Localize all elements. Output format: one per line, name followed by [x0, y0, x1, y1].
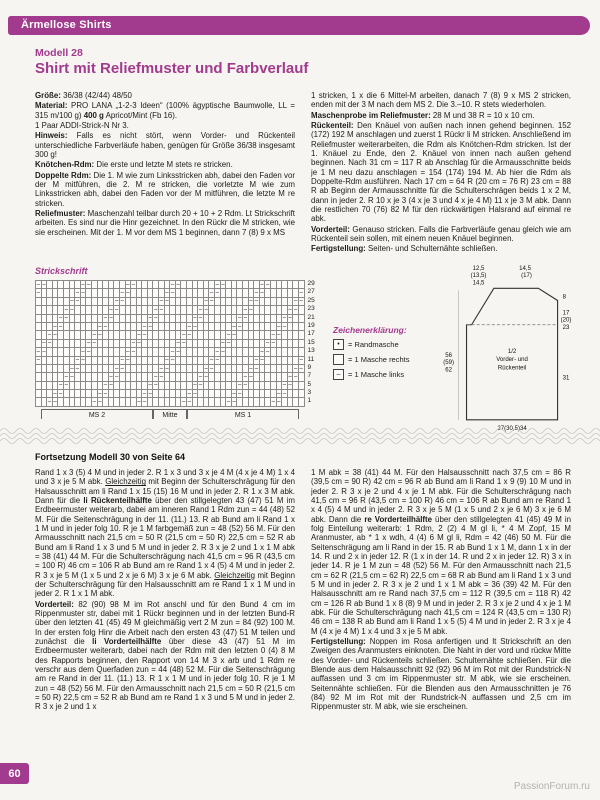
dim-armhole: 17: [562, 310, 570, 317]
paragraph: 1 stricken, 1 x die 6 Mittel-M arbeiten, danach 7 (8) 9 x MS 2 stricken, enden mit der 3 M nach dem MS 2. Die 3.–10. R stets wiederholen.: [311, 91, 571, 110]
schematic-drawing: [426, 260, 588, 432]
paragraph: Größe: 36/38 (42/44) 48/50: [35, 91, 132, 100]
bottom-text-columns: [35, 468, 572, 760]
chart-ms-label: Mitte: [153, 409, 187, 419]
continuation-header: Fortsetzung Modell 30 von Seite 64: [35, 452, 186, 462]
legend-title: Zeichenerklärung:: [333, 325, 407, 335]
svg-text:14,5: 14,5: [472, 280, 485, 287]
legend-item: – = 1 Masche links: [333, 369, 410, 380]
wave-separator: [0, 427, 600, 449]
dim-top-left: 12,5: [472, 266, 485, 273]
svg-text:(13,5): (13,5): [470, 273, 487, 280]
chart-ms-brackets: [35, 409, 305, 419]
section-header: [8, 16, 590, 35]
svg-text:Vorder- und: Vorder- und: [496, 357, 528, 364]
paragraph: Fertigstellung: Noppen im Rosa anfertigen und lt Strickschrift an den Zweigen des Aranmusters einknoten. Die Naht in der vord und rückw Mitte des Vorder- und Rückenteils schließen. Schulternähte schließen. Für die Blende aus dem Halsausschnitt 92 (92) 96 M im Rot mit der Rundstrick-N auffassen und 3 cm im Rippenmuster str. M abk, wie sie erscheinen. Seitennähte schließen. Für die Blenden aus den Armausschnitten je 76 (84) 92 M im Rot mit der Rundstrick-N auffassen und 2,5 cm im Rippenmuster str. M abk, wie sie erscheinen.: [311, 636, 571, 712]
model-label: Modell 28: [35, 47, 83, 59]
paragraph: Hinweis: Falls es nicht stört, wenn Vorder- und Rückenteil unterschiedliche Farbverläufe haben, genügen für Größe 36/38 insgesamt 300 g!: [35, 131, 295, 159]
knitting-chart: [35, 280, 315, 419]
paragraph: 1 Paar ADDI-Strick-N Nr 3.: [35, 120, 129, 130]
column-bottom-right: [311, 468, 571, 760]
page-number: 60: [0, 763, 29, 784]
dim-top-right: 14,5: [519, 266, 531, 273]
legend-items: [333, 339, 410, 380]
dim-neck: 8: [562, 294, 567, 301]
paragraph: Fertigstellung: Seiten- und Schulternähte schließen.: [311, 244, 498, 254]
dim-bottom: 27(30,5)34: [497, 425, 527, 432]
schematic-label: 1/2: [507, 349, 517, 356]
paragraph: Reliefmuster: Maschenzahl teilbar durch 20 + 10 + 2 Rdm. Lt Strickschrift arbeiten. Es sind nur die Hinr gezeichnet. In den Rückr die M stricken, wie sie erscheinen. Mit der 1. M vor dem MS 1 beginnen, dann 7 (8) 9 x MS: [35, 208, 295, 237]
paragraph: Vorderteil: Genauso stricken. Falls die Farbverläufe genau gleich wie am Rückenteil sein sollen, mit einem neuen Knäuel beginnen.: [311, 224, 571, 243]
svg-text:Rückenteil: Rückenteil: [497, 365, 527, 372]
legend-item: • = Randmasche: [333, 339, 410, 350]
svg-text:62: 62: [445, 367, 453, 374]
paragraph: Vorderteil: 82 (90) 98 M im Rot anschl und für den Bund 4 cm im Rippenmuster str, dabei mit 1 Rückr beginnen und in der letzten Bund-R über den letzten 41 (45) 49 M gleichmäßig vert 2 M zun = 84 (92) 100 M. In der ersten folg Hinr die Arbeit nach den ersten 43 (47) 51 M teilen und zunächst die li Vorderteilhälfte über diese 43 (47) 51 M im Erdbeermuster weiterarb, dabei nach der Rdm mit den letzten 0 (4) 8 M des Rapports beginnen, den Rapport von 14 M 3 x arb und 1 Rdm re verschr aus dem Querfaden zun = 44 (48) 52 M. Für die Seitenschrägung am re Rand in der 11. (11.) 13. R 1 x 1 M und in jeder folg 10. R je 1 M zun = 48 (52) 56 M. Für den Armausschnitt nach 21,5 cm = 50 R (21,5 cm = 50 R) 22,5 cm = 52 R ab Bund am re Rand 1 x 3 und 5 M und in jeder 2. R 3 x je 2 und 1 x: [35, 599, 295, 712]
chart-ms-label: MS 1: [187, 409, 299, 419]
paragraph: Rückenteil: Den Knäuel von außen nach innen gehend beginnen. 152 (172) 192 M anschlagen und zuerst 1 Rückr li M stricken. Anschließend im Reliefmuster weiterarbeiten, die Rdm als Knötchen-Rdm stricken. Ist der 1. Knäuel zu Ende, den 2. Knäuel von innen nach außen gehend beginnen. Nach 31 cm = 117 R ab Anschlag für die Armausschnitte beids je 1 M neu dazu anschlagen = 154 (174) 194 M. Ab hier die Rdm als Doppelte-Rdm ausführen. Nach 17 cm = 64 R (20 cm = 76 R) 23 cm = 88 R ab Beginn der Armausschnitte für die Schulterschrägen beids 1 x 2 M, dann in jeder 2. R 10 x je 3 (4 x je 3 und 4 x je 4 M) 11 x je 3 M abk. Dann die restlichen 70 (76) 82 M für den rückwärtigen Halsrand auf einmal re abk.: [311, 120, 571, 224]
legend-item: = 1 Masche rechts: [333, 354, 410, 365]
dim-side: 31: [562, 375, 570, 382]
top-text-columns: [35, 91, 572, 267]
chart-row-numbers: 29 27 25 23 21 19 17 15 13 11 9 7 5 3 1: [307, 280, 315, 405]
chart-ms-label: MS 2: [41, 409, 153, 419]
chart-grid: – – – – – – – – – – – – – – – – – – – – – – – – – – – – – – – – – – – – – – – – – – – – – – – – – – – – – – – – – – – – – – – – – – – – – – – – – – – – – – – – – – – – – – – – – – – – – – – – – – – – – – – – – – – – – – – – – – – – – – – – – – – – – – – – – – – – – – – – – – – – – – – – – – – – – – – – – – – – – – – – – – – – – – – – – – – – – – – – – – – –: [36, 281, 303, 406]
watermark: PassionForum.ru: [513, 781, 590, 792]
dot-symbol-icon: •: [333, 339, 344, 350]
article-title-block: [35, 47, 308, 77]
paragraph: Rand 1 x 3 (5) 4 M und in jeder 2. R 1 x 3 und 3 x je 4 M (4 x je 4 M) 1 x 4 und 3 x je 5 M abk. Gleichzeitig mit Beginn der Schulterschrägung für den Halsausschnitt am li Rand 1 x 15 (15) 16 M und in jeder 2. R 1 x 3 M abk. Dann für die li Rückenteilhälfte über den stillgelegten 43 (47) 51 M im Erdbeermuster weiterarb, dabei am inneren Rand 1 Rdm zun = 44 (48) 52 M. Für die Seitenschrägung in der 11. (11.) 13. R ab Bund am li Rand 1 x 1 M und in jeder folg 10. R je 1 M farbgemäß zun = 48 (52) 56 M. Für den Armausschnitt nach 21,5 cm = 50 R (21,5 cm = 50 R) 22,5 cm = 52 R ab Bund am li Rand 1 x 3 und 5 M und in jeder 2. R 3 x je 2 und 1 x 1 M abk = 38 (41) 44 M. Für die Schulterschrägung nach 41,5 cm = 96 R (43,5 cm = 100 R) 46 cm = 106 R ab Bund am re Rand 1 x 4 (5) 4 M und in jeder 2. R 3 x je 5 M (1 x 5 und 2 x je 6 M) 3 x je 6 M abk. Gleichzeitig mit Beginn der Schulterschrägung für den Halsausschnitt am re Rand 1 x 1 M und in jeder 2. R 1 x 1 M abk.: [35, 468, 295, 599]
legend: [333, 325, 410, 384]
paragraph: Maschenprobe im Reliefmuster: 28 M und 38 R = 10 x 10 cm.: [311, 110, 535, 120]
column-top-right: [311, 91, 571, 267]
section-header-label: Ärmellose Shirts: [21, 19, 112, 31]
svg-text:(17): (17): [521, 273, 532, 280]
dim-length: 56: [445, 353, 453, 360]
column-bottom-left: [35, 468, 295, 760]
paragraph: Doppelte Rdm: Die 1. M wie zum Linksstricken abh, dabei den Faden vor der M mitführen, die 2. M re stricken, die vorletzte M wie zum Linksstricken abh, dabei den Faden vor der M mitführen, die letzte M re stricken.: [35, 170, 295, 208]
svg-text:23: 23: [562, 324, 570, 331]
svg-text:(20): (20): [560, 317, 572, 324]
paragraph: Knötchen-Rdm: Die erste und letzte M stets re stricken.: [35, 160, 233, 170]
garment-schematic: [426, 260, 588, 437]
chart-title: Strickschrift: [35, 266, 88, 276]
page-title: Shirt mit Reliefmuster und Farbverlauf: [35, 60, 309, 77]
column-top-left: [35, 91, 295, 267]
paragraph: Material: PRO LANA „1-2-3 Ideen“ (100% ägyptische Baumwolle, LL = 315 m/100 g) 400 g Apricot/Mint (Fb 16).: [35, 101, 295, 120]
paragraph: 1 M abk = 38 (41) 44 M. Für den Halsausschnitt nach 37,5 cm = 86 R (39,5 cm = 90 R) 42 cm = 96 R ab Bund am li Rand 1 x 9 (9) 10 M und in jeder 2. R 3 x je 2 und 4 x je 1 M abk. Für die Schulterschrägung nach 41,5 cm = 96 R (43,5 cm = 100 R) 46 cm = 106 R ab Bund am re Rand 1 x 4 (5) 4 M und in jeder 2. R 3 x je 5 M (1 x 5 und 2 x je 6 M) 3 x je 6 M abk. Dann die re Vorderteilhälfte über den stillgelegten 41 (45) 49 M in folg Einteilung weiterarb: 1 Rdm, 2 (2) 4 M gl li, * 4 M Zopf, 15 M Aranmuster, ab * 1 x wdh, 4 (4) 6 M gl li, Rdm = 42 (46) 50 M. Für die Seitenschrägung am li Rand in der 15. R ab Bund 1 x 1 M, dann 1 x in der 14. R und 2 x in jeder 12. R (1 x in der 14. R und 2 x in jeder 12. R) 3 x in jeder 14. R je 1 M zun = 48 (52) 56 M. Für den Armausschnitt nach 21,5 cm = 62 R (21,5 cm = 62 R) 22,5 cm = 68 R ab Bund am li Rand 1 x 3 und 5 M und in jeder 2. R 3 x je 2 und 1 x 1 M abk = 36 (39) 42 M. Für den Halsausschnitt am re Rand nach 37,5 cm = 112 R (39,5 cm = 118 R) 42 cm = 126 R ab Bund 1 x 8 (8) 9 M und in jeder 2. R 3 x je 2 und 4 x je 1 M abk. Für die Schulterschrägung nach 41,5 cm = 124 R (43,5 cm = 130 R) 46 cm = 138 R ab Bund am li Rand 1 x 5 (5) 4 M und in jeder 2. R 3 x je 4 M (4 x je 4 M) 1 x 4 und 3 x je 5 M abk.: [311, 468, 571, 636]
svg-text:(59): (59): [443, 360, 455, 367]
dash-symbol-icon: –: [333, 369, 344, 380]
empty-symbol-icon: [333, 354, 344, 365]
